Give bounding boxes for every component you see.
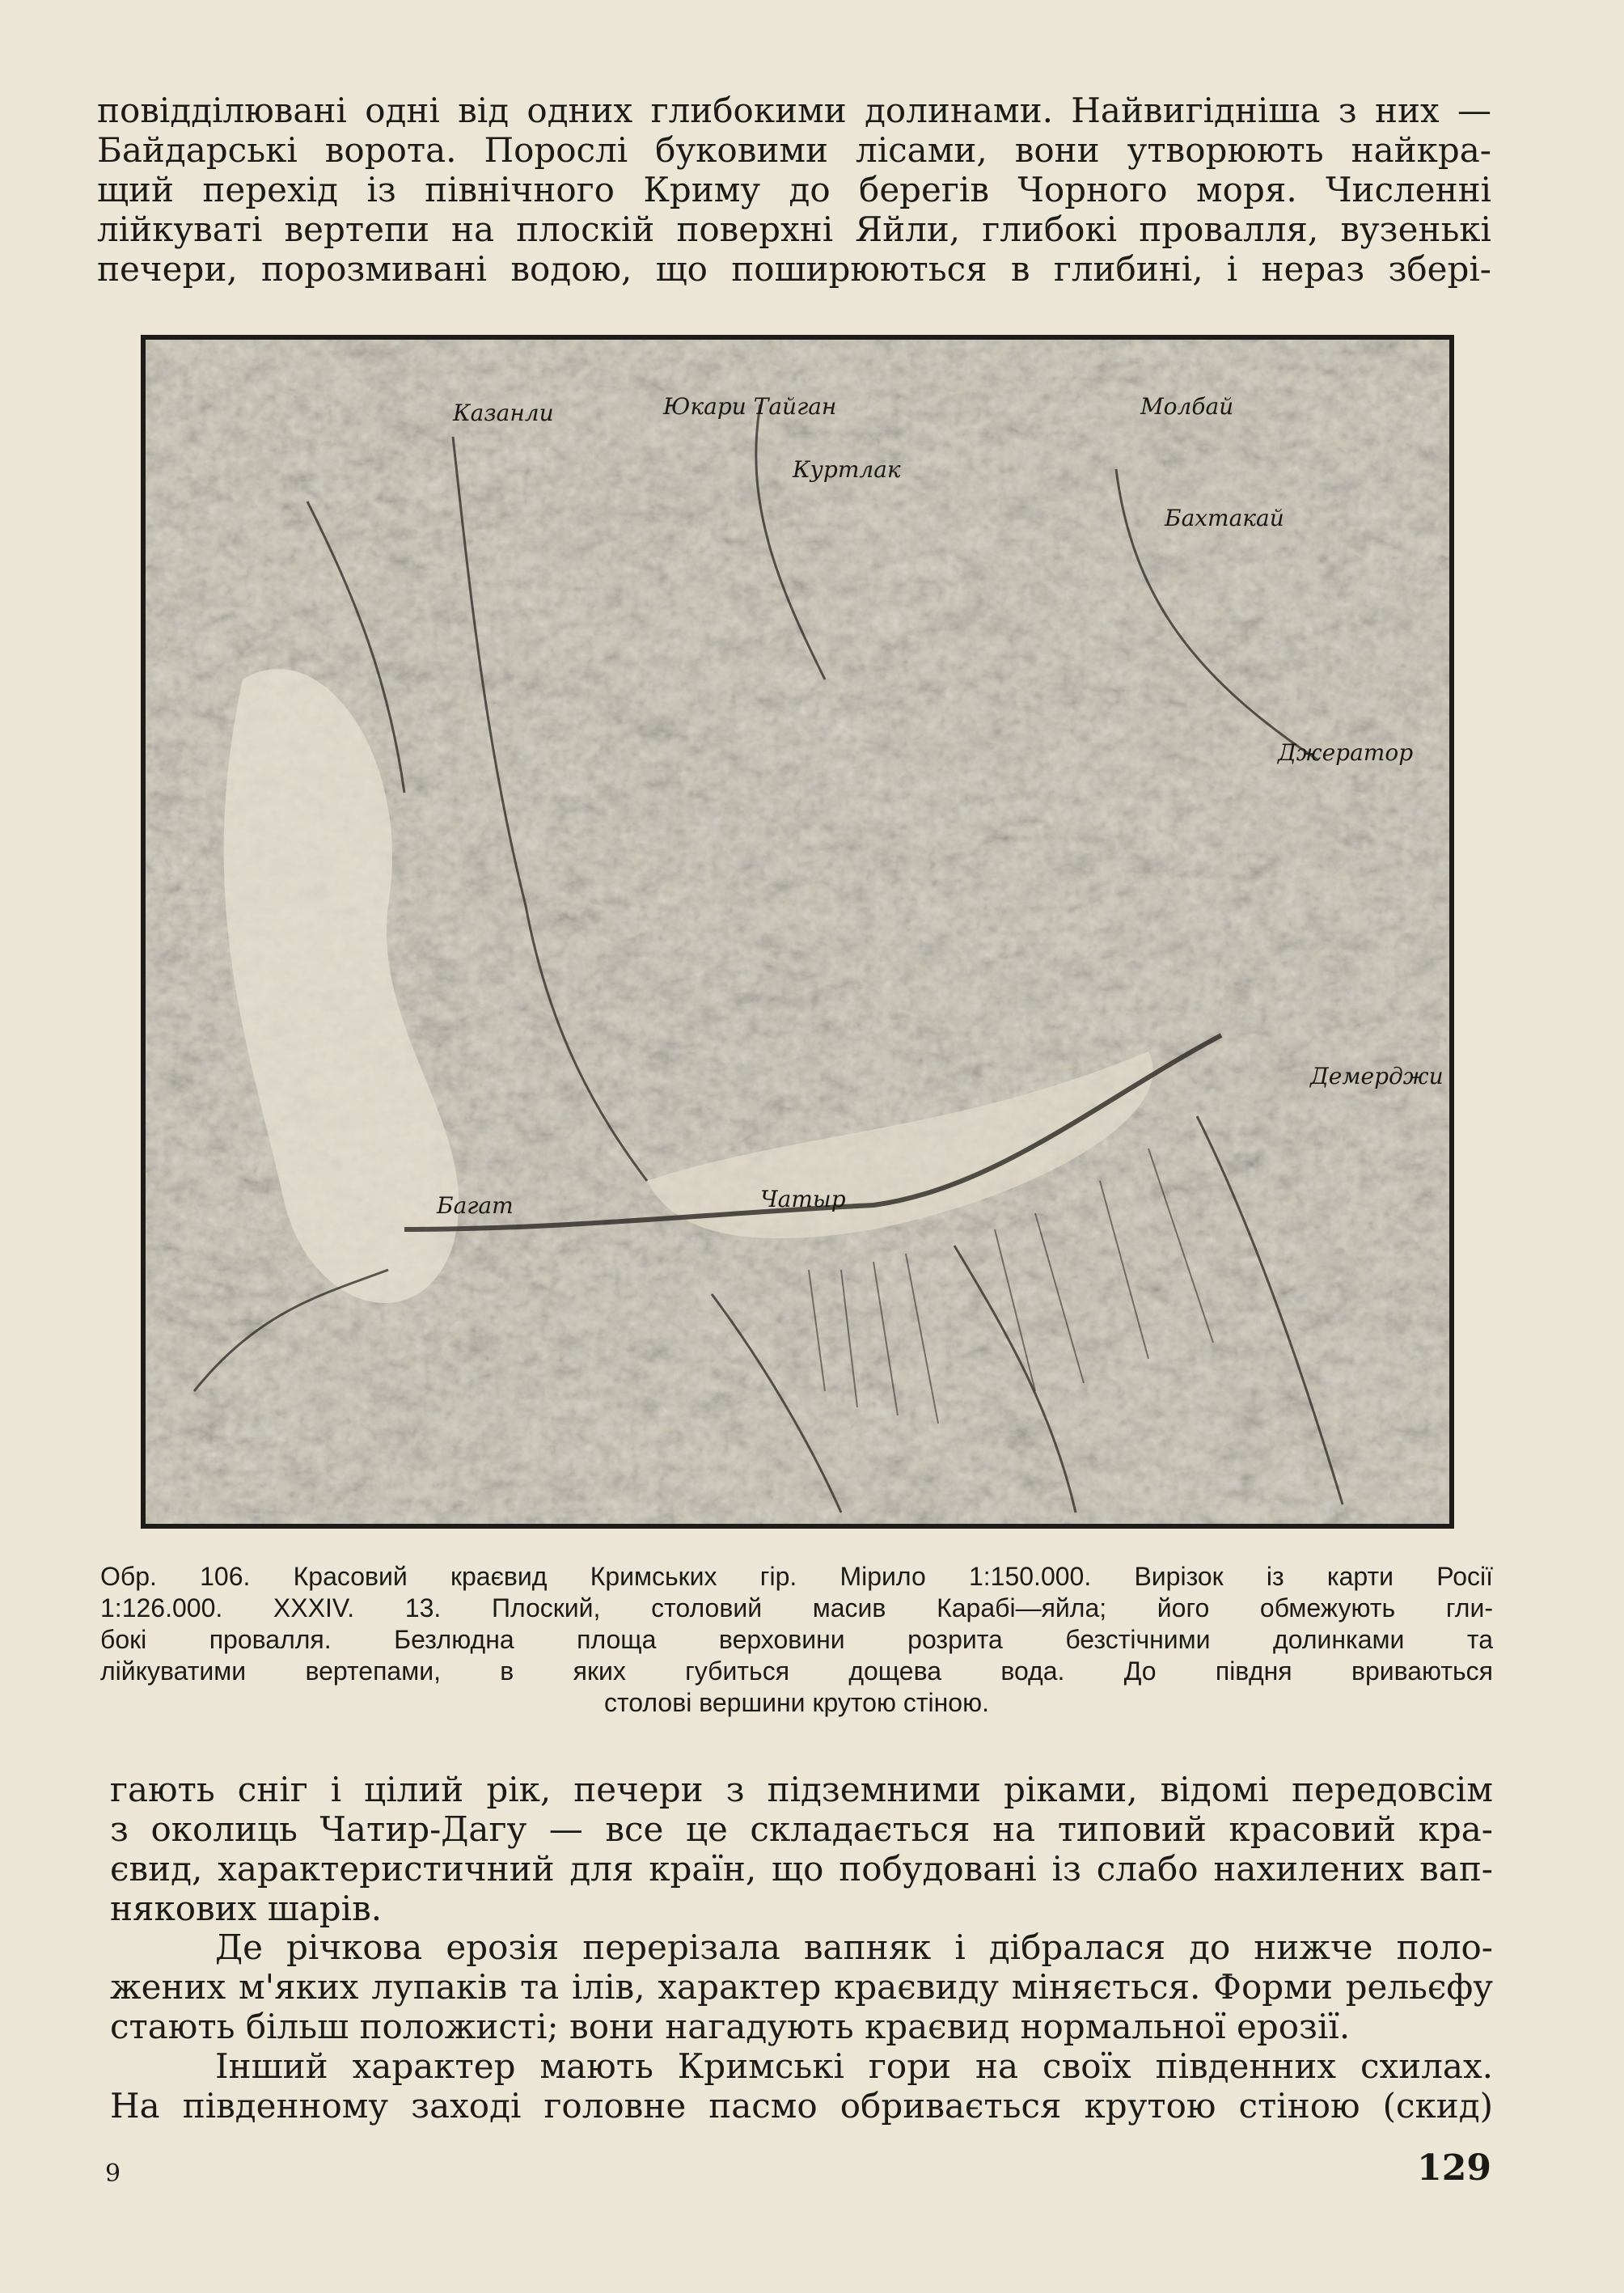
text-line: євид, характеристичний для країн, що побудовані із слабо нахилених вап-	[110, 1849, 1493, 1889]
map-label: Куртлак	[793, 456, 901, 483]
text-line: Де річкова ерозія перерізала вапняк і дібралася до нижче поло-	[215, 1927, 1493, 1967]
map-label: Джератор	[1278, 739, 1414, 766]
map-label: Демерджи	[1310, 1063, 1444, 1089]
top-paragraph	[97, 91, 1491, 289]
body-paragraph	[110, 1770, 1493, 1928]
caption-line: 1:126.000. XXXIV. 13. Плоский, столовий масив Карабі—яйла; його обмежують гли-	[100, 1593, 1493, 1622]
map-figure	[141, 335, 1454, 1529]
text-line: стають більш положисті; вони нагадують краєвид нормальної ерозії.	[110, 2007, 1351, 2046]
text-line: Інший характер мають Кримські гори на своїх південних схилах.	[215, 2046, 1493, 2086]
text-line: На південному заході головне пасмо обривається крутою стіною (скид)	[110, 2086, 1493, 2126]
page-number: 129	[1417, 2147, 1491, 2189]
text-line: з околиць Чатир-Дагу — все це складається на типовий красовий кра-	[110, 1809, 1493, 1849]
text-line: жених м'яких лупаків та ілів, характер краєвиду міняється. Форми рельєфу	[110, 1967, 1493, 2007]
caption-line: бокі провалля. Безлюдна площа верховини розрита безстічними долинками та	[100, 1625, 1493, 1654]
map-label: Чатыр	[760, 1186, 846, 1212]
caption-line: столові вершини крутою стіною.	[604, 1688, 989, 1717]
body-paragraph	[110, 1927, 1493, 2046]
signature-mark: 9	[105, 2160, 121, 2188]
text-line: някових шарів.	[110, 1889, 383, 1928]
map-label: Багат	[437, 1192, 514, 1219]
text-line: гають сніг і цілий рік, печери з підземними ріками, відомі передовсім	[110, 1770, 1493, 1809]
caption-line: лійкуватими вертепами, в яких губиться дощева вода. До півдня вриваються	[100, 1656, 1493, 1686]
caption-line: Обр. 106. Красовий краєвид Кримських гір. Мірило 1:150.000. Вирізок із карти Росії	[100, 1562, 1493, 1591]
body-paragraph	[110, 2046, 1493, 2126]
text-line: лійкуваті вертепи на плоскій поверхні Яйли, глибокі провалля, вузенькі	[97, 209, 1491, 249]
map-label: Казанли	[453, 400, 554, 426]
map-label: Бахтакай	[1165, 505, 1284, 531]
text-line: печери, порозмивані водою, що поширюються в глибині, і нераз збері-	[97, 249, 1491, 289]
karst-map-image	[146, 340, 1449, 1524]
text-line: щий перехід із північного Криму до берегів Чорного моря. Численні	[97, 170, 1491, 209]
map-label: Юкари Тайган	[663, 393, 837, 420]
map-label: Молбай	[1140, 393, 1234, 420]
figure-caption	[100, 1561, 1493, 1719]
text-line: Байдарські ворота. Порослі буковими лісами, вони утворюють найкра-	[97, 130, 1491, 170]
text-line: повідділювані одні від одних глибокими долинами. Найвигідніша з них —	[97, 91, 1491, 130]
